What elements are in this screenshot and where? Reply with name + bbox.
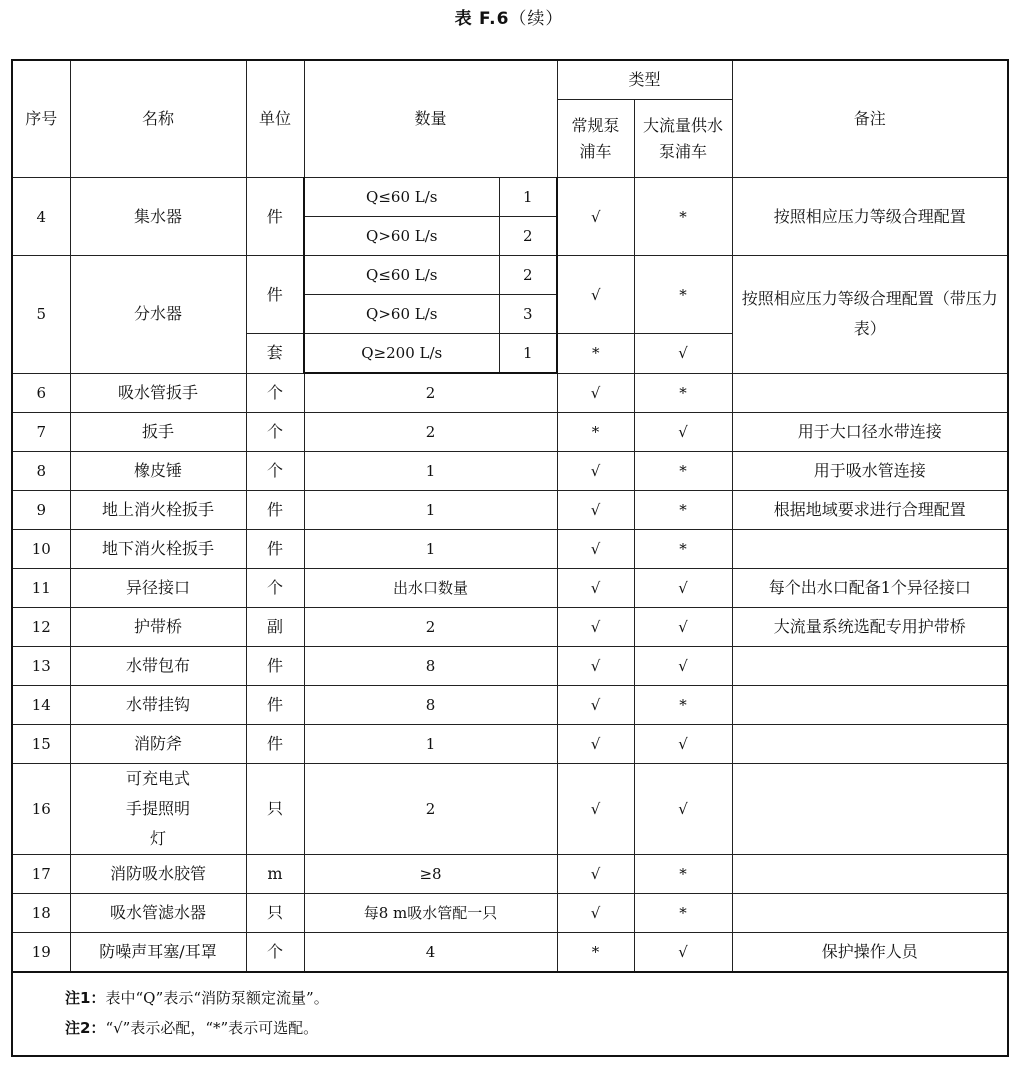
- cell-seq: 18: [12, 894, 70, 933]
- cell-seq: 17: [12, 855, 70, 894]
- cell-seq: 16: [12, 764, 70, 855]
- cell-name: 水带包布: [70, 647, 246, 686]
- cell-name: 可充电式手提照明灯: [70, 764, 246, 855]
- cell-name: 扳手: [70, 413, 246, 452]
- header-remark: 备注: [732, 60, 1008, 178]
- cell-type-b: *: [634, 452, 732, 491]
- cell-qty: 4: [304, 933, 557, 973]
- header-unit: 单位: [246, 60, 304, 178]
- cell-type-b: √: [634, 764, 732, 855]
- cell-type-a: √: [557, 608, 634, 647]
- cell-unit: 套: [246, 334, 304, 374]
- cell-unit: 件: [246, 256, 304, 334]
- cell-type-b: √: [634, 647, 732, 686]
- cell-seq: 15: [12, 725, 70, 764]
- title-code: F.6: [479, 9, 510, 29]
- notes-row: [12, 972, 1008, 1056]
- cell-qty: 1: [304, 725, 557, 764]
- cell-type-a: √: [557, 894, 634, 933]
- cell-qty-cond: Q≤60 L/s: [304, 256, 499, 295]
- cell-type-a: √: [557, 530, 634, 569]
- cell-unit: 件: [246, 530, 304, 569]
- cell-unit: 件: [246, 686, 304, 725]
- cell-name: 吸水管扳手: [70, 373, 246, 413]
- table-row: [12, 491, 1008, 530]
- cell-remark: [732, 647, 1008, 686]
- cell-qty: 2: [304, 373, 557, 413]
- cell-qty-cond: Q>60 L/s: [304, 217, 499, 256]
- cell-type-b: *: [634, 530, 732, 569]
- title-prefix: 表: [454, 9, 473, 29]
- cell-unit: 副: [246, 608, 304, 647]
- cell-seq: 6: [12, 373, 70, 413]
- table-row: [12, 686, 1008, 725]
- cell-seq: 19: [12, 933, 70, 973]
- table-row: [12, 855, 1008, 894]
- cell-name: 水带挂钩: [70, 686, 246, 725]
- table-row: [12, 933, 1008, 973]
- cell-unit: 个: [246, 569, 304, 608]
- table-row: [12, 256, 1008, 295]
- cell-seq: 8: [12, 452, 70, 491]
- cell-qty: ≥8: [304, 855, 557, 894]
- table-row: [12, 569, 1008, 608]
- cell-name: 集水器: [70, 178, 246, 256]
- cell-type-a: √: [557, 373, 634, 413]
- cell-remark: 按照相应压力等级合理配置: [732, 178, 1008, 256]
- cell-qty: 8: [304, 686, 557, 725]
- cell-remark: 保护操作人员: [732, 933, 1008, 973]
- header-qty: 数量: [304, 60, 557, 178]
- cell-qty: 8: [304, 647, 557, 686]
- header-type-a: 常规泵浦车: [557, 100, 634, 178]
- cell-type-b: √: [634, 413, 732, 452]
- table-row: [12, 894, 1008, 933]
- cell-name: 护带桥: [70, 608, 246, 647]
- cell-remark: 用于大口径水带连接: [732, 413, 1008, 452]
- cell-qty: 1: [304, 452, 557, 491]
- cell-name: 橡皮锤: [70, 452, 246, 491]
- cell-type-b: *: [634, 686, 732, 725]
- cell-unit: 个: [246, 373, 304, 413]
- cell-type-b: *: [634, 491, 732, 530]
- cell-type-b: √: [634, 725, 732, 764]
- cell-name: 地下消火栓扳手: [70, 530, 246, 569]
- cell-qty: 2: [304, 764, 557, 855]
- cell-qty: 2: [304, 608, 557, 647]
- cell-qty: 2: [304, 413, 557, 452]
- table-row: [12, 413, 1008, 452]
- cell-seq: 11: [12, 569, 70, 608]
- cell-type-a: √: [557, 178, 634, 256]
- cell-remark: [732, 725, 1008, 764]
- cell-qty-num: 1: [499, 178, 557, 217]
- cell-unit: 件: [246, 725, 304, 764]
- cell-qty: 1: [304, 530, 557, 569]
- table-row: [12, 725, 1008, 764]
- cell-qty-num: 3: [499, 295, 557, 334]
- cell-qty: 每8 m吸水管配一只: [304, 894, 557, 933]
- table-row: [12, 373, 1008, 413]
- cell-remark: 用于吸水管连接: [732, 452, 1008, 491]
- cell-remark: 每个出水口配备1个异径接口: [732, 569, 1008, 608]
- cell-name: 地上消火栓扳手: [70, 491, 246, 530]
- header-row: [12, 60, 1008, 100]
- cell-qty: 1: [304, 491, 557, 530]
- cell-type-b: *: [634, 855, 732, 894]
- cell-unit: 件: [246, 491, 304, 530]
- header-seq: 序号: [12, 60, 70, 178]
- cell-remark: 根据地域要求进行合理配置: [732, 491, 1008, 530]
- cell-type-b: √: [634, 608, 732, 647]
- cell-remark: [732, 373, 1008, 413]
- cell-unit: 个: [246, 452, 304, 491]
- table-row: [12, 530, 1008, 569]
- cell-unit: 件: [246, 647, 304, 686]
- cell-type-b: √: [634, 569, 732, 608]
- cell-type-b: *: [634, 256, 732, 334]
- cell-qty-num: 2: [499, 256, 557, 295]
- notes-cell: [12, 972, 1008, 1056]
- cell-type-b: *: [634, 178, 732, 256]
- cell-type-b: *: [634, 373, 732, 413]
- cell-type-b: √: [634, 334, 732, 374]
- title-suffix: （续）: [509, 9, 564, 29]
- cell-type-a: √: [557, 569, 634, 608]
- cell-name: 分水器: [70, 256, 246, 374]
- cell-type-a: √: [557, 686, 634, 725]
- cell-remark: [732, 764, 1008, 855]
- cell-qty: 出水口数量: [304, 569, 557, 608]
- cell-remark: [732, 686, 1008, 725]
- header-name: 名称: [70, 60, 246, 178]
- cell-name: 防噪声耳塞/耳罩: [70, 933, 246, 973]
- cell-unit: m: [246, 855, 304, 894]
- cell-type-b: √: [634, 933, 732, 973]
- cell-seq: 5: [12, 256, 70, 374]
- equipment-table: [11, 59, 1009, 1057]
- cell-remark: [732, 855, 1008, 894]
- cell-seq: 4: [12, 178, 70, 256]
- cell-type-a: √: [557, 764, 634, 855]
- cell-type-a: *: [557, 933, 634, 973]
- cell-type-a: √: [557, 647, 634, 686]
- cell-remark: [732, 894, 1008, 933]
- table-row: [12, 764, 1008, 855]
- cell-type-a: √: [557, 491, 634, 530]
- cell-type-a: √: [557, 855, 634, 894]
- cell-unit: 个: [246, 933, 304, 973]
- note-1: 注1：表中“Q”表示“消防泵额定流量”。: [65, 989, 329, 1007]
- table-row: [12, 647, 1008, 686]
- table-row: [12, 452, 1008, 491]
- cell-type-a: *: [557, 334, 634, 374]
- cell-name: 异径接口: [70, 569, 246, 608]
- table-title: [0, 4, 1018, 29]
- cell-unit: 个: [246, 413, 304, 452]
- cell-remark: [732, 530, 1008, 569]
- header-type: 类型: [557, 60, 732, 100]
- table-row: [12, 178, 1008, 217]
- cell-seq: 9: [12, 491, 70, 530]
- cell-qty-cond: Q≥200 L/s: [304, 334, 499, 374]
- header-type-b: 大流量供水泵浦车: [634, 100, 732, 178]
- cell-type-a: √: [557, 256, 634, 334]
- table-row: [12, 608, 1008, 647]
- cell-seq: 13: [12, 647, 70, 686]
- cell-remark: 大流量系统选配专用护带桥: [732, 608, 1008, 647]
- cell-qty-cond: Q≤60 L/s: [304, 178, 499, 217]
- cell-unit: 件: [246, 178, 304, 256]
- cell-type-b: *: [634, 894, 732, 933]
- cell-unit: 只: [246, 894, 304, 933]
- table-body: [12, 373, 1008, 972]
- cell-seq: 7: [12, 413, 70, 452]
- note-2: 注2：“√”表示必配，“*”表示可选配。: [65, 1019, 319, 1037]
- cell-type-a: √: [557, 452, 634, 491]
- cell-seq: 12: [12, 608, 70, 647]
- cell-remark: 按照相应压力等级合理配置（带压力表）: [732, 256, 1008, 374]
- cell-name: 消防斧: [70, 725, 246, 764]
- cell-qty-num: 1: [499, 334, 557, 374]
- cell-type-a: √: [557, 725, 634, 764]
- cell-seq: 10: [12, 530, 70, 569]
- cell-unit: 只: [246, 764, 304, 855]
- cell-qty-num: 2: [499, 217, 557, 256]
- cell-type-a: *: [557, 413, 634, 452]
- cell-name: 吸水管滤水器: [70, 894, 246, 933]
- cell-qty-cond: Q>60 L/s: [304, 295, 499, 334]
- cell-seq: 14: [12, 686, 70, 725]
- cell-name: 消防吸水胶管: [70, 855, 246, 894]
